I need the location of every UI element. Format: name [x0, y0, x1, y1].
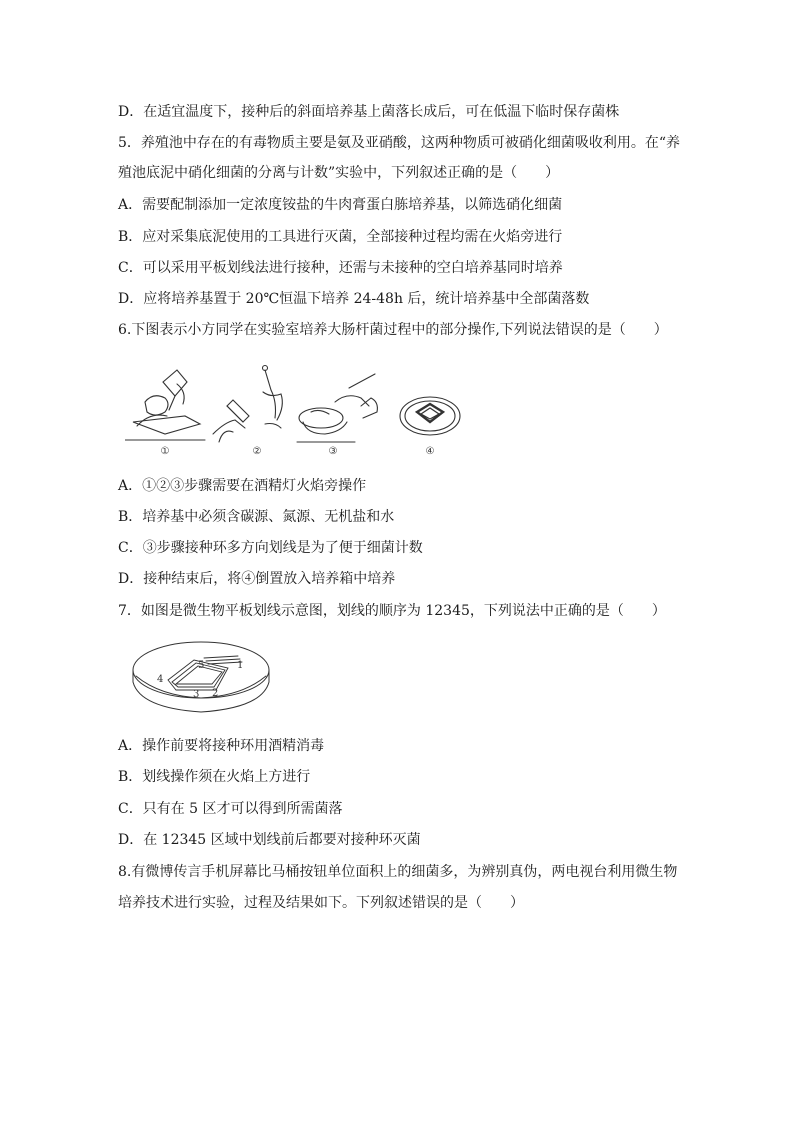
step-label: ①	[160, 446, 170, 457]
q8-stem-line2: 培养技术进行实验，过程及结果如下。下列叙述错误的是（ ）	[118, 895, 524, 911]
step-label: ④	[425, 446, 435, 457]
q6-stem: 6.下图表示小方同学在实验室培养大肠杆菌过程中的部分操作,下列说法错误的是（ ）	[118, 322, 668, 338]
q5-option-c: C．可以采用平板划线法进行接种，还需与未接种的空白培养基同时培养	[118, 260, 563, 276]
inoculating-loop-drawing	[263, 366, 283, 429]
q7-option-c: C．只有在 5 区才可以得到所需菌落	[118, 801, 343, 817]
q6-option-a: A．①②③步骤需要在酒精灯火焰旁操作	[118, 478, 367, 494]
zone-label-1: 1	[237, 660, 244, 671]
q7-stem: 7．如图是微生物平板划线示意图，划线的顺序为 12345，下列说法中正确的是（ ）	[118, 603, 666, 619]
step-label: ③	[328, 446, 338, 457]
pouring-plate-drawing	[125, 370, 205, 440]
q5-option-b: B．应对采集底泥使用的工具进行灭菌，全部接种过程均需在火焰旁进行	[118, 229, 563, 245]
q8-stem-line1: 8.有微博传言手机屏幕比马桶按钮单位面积上的细菌多，为辨别真伪，两电视台利用微生物	[118, 864, 678, 880]
q7-option-d: D．在 12345 区域中划线前后都要对接种环灭菌	[118, 832, 421, 848]
streaked-petri-dish-drawing	[400, 397, 460, 435]
culture-procedure-figure	[125, 362, 470, 458]
q5-stem-line1: 5．养殖池中存在的有毒物质主要是氨及亚硝酸，这两种物质可被硝化细菌吸收利用。在“养	[118, 135, 681, 151]
streaking-drawing	[297, 374, 377, 442]
test-tube-drawing	[213, 400, 249, 442]
q6-option-b: B．培养基中必须含碳源、氮源、无机盐和水	[118, 509, 395, 525]
q5-option-d: D．应将培养基置于 20℃恒温下培养 24-48h 后，统计培养基中全部菌落数	[118, 291, 590, 307]
q4-option-d: D．在适宜温度下，接种后的斜面培养基上菌落长成后，可在低温下临时保存菌株	[118, 104, 620, 120]
q7-option-a: A．操作前要将接种环用酒精消毒	[118, 738, 325, 754]
zone-label-3: 3	[193, 689, 200, 700]
zone-label-5: 5	[198, 660, 205, 671]
zone-label-2: 2	[212, 688, 219, 699]
zone-label-4: 4	[157, 674, 164, 685]
q6-option-c: C．③步骤接种环多方向划线是为了便于细菌计数	[118, 540, 423, 556]
step-label: ②	[252, 446, 262, 457]
streak-plate-figure	[130, 632, 275, 722]
q5-stem-line2: 殖池底泥中硝化细菌的分离与计数”实验中，下列叙述正确的是（ ）	[118, 165, 560, 181]
q7-option-b: B．划线操作须在火焰上方进行	[118, 769, 311, 785]
q5-option-a: A．需要配制添加一定浓度铵盐的牛肉膏蛋白胨培养基，以筛选硝化细菌	[118, 197, 563, 213]
q6-option-d: D．接种结束后，将④倒置放入培养箱中培养	[118, 571, 396, 587]
